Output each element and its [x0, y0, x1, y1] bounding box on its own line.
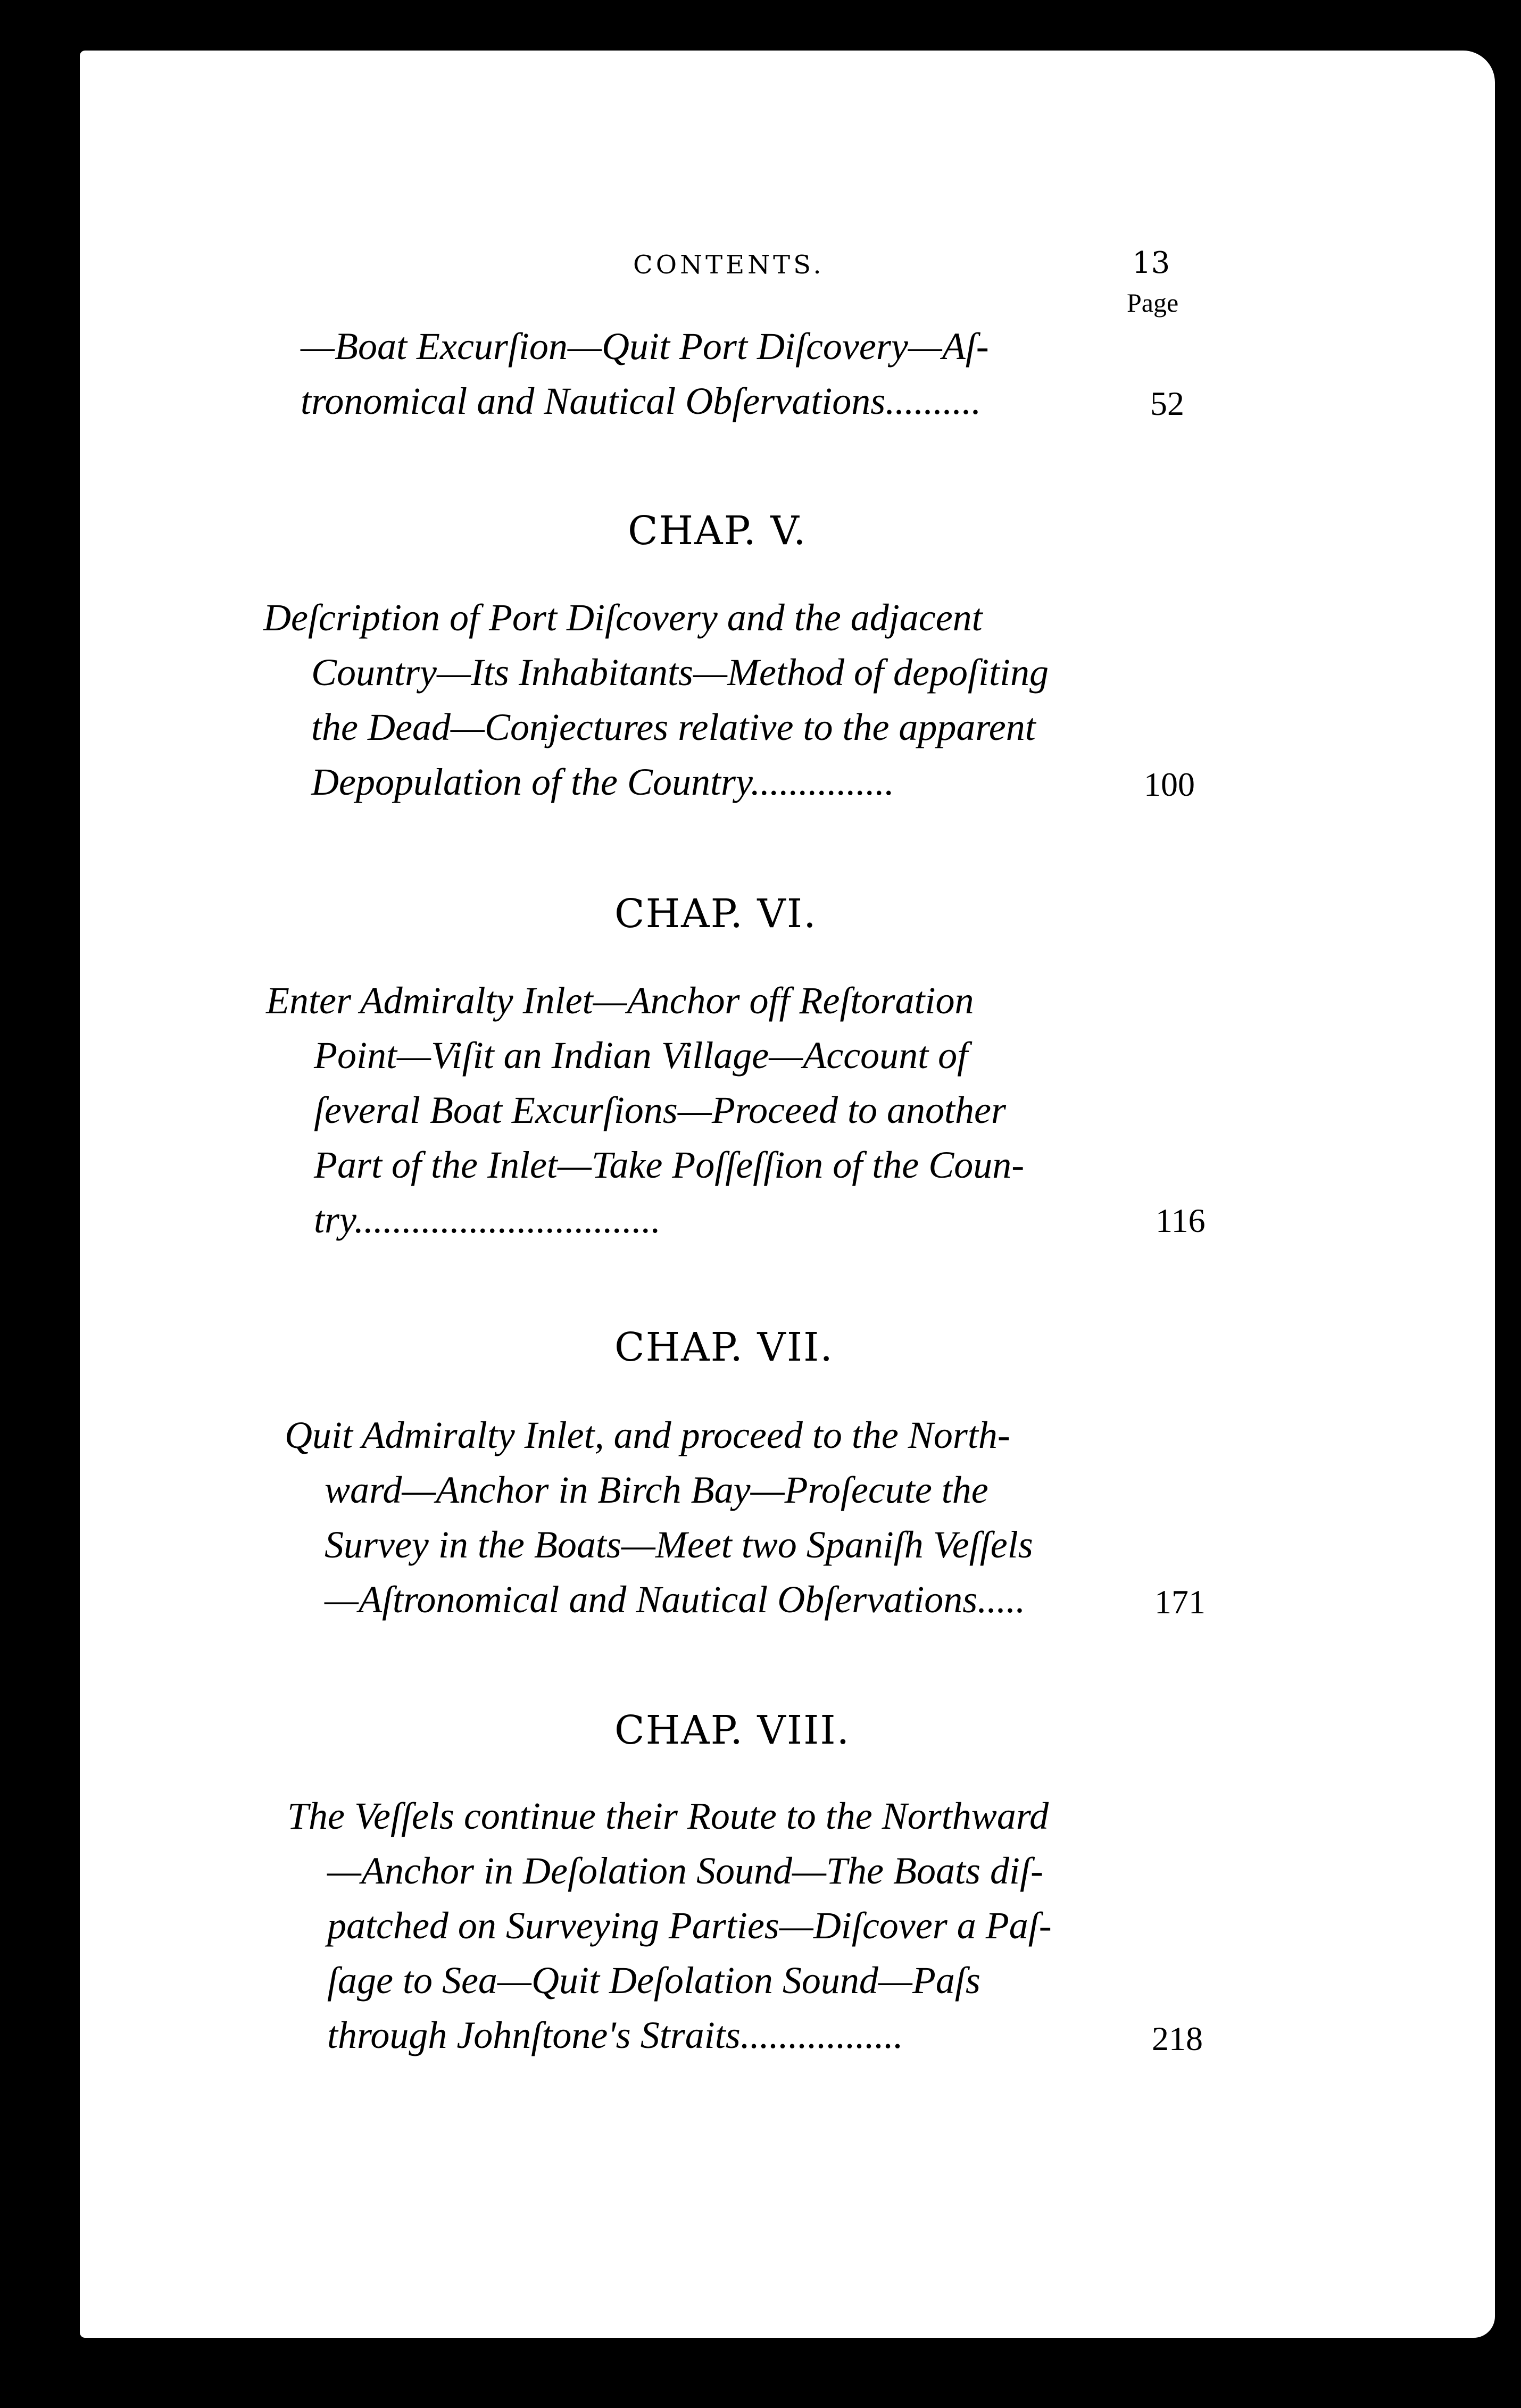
toc-line: Country—Its Inhabitants—Method of depoſiting — [311, 651, 1049, 694]
toc-line: Point—Viſit an Indian Village—Account of — [314, 1034, 968, 1077]
toc-line: Part of the Inlet—Take Poſſeſſion of the Coun- — [314, 1144, 1025, 1186]
toc-line: —Anchor in Deſolation Sound—The Boats diſ- — [327, 1849, 1043, 1892]
toc-line: Enter Admiralty Inlet—Anchor off Reſtoration — [266, 979, 974, 1022]
toc-page-number: 218 — [1152, 2020, 1203, 2057]
running-header-title: CONTENTS. — [633, 250, 825, 280]
toc-line: ſeveral Boat Excurſions—Proceed to another — [314, 1089, 1007, 1131]
toc-line: —Boat Excurſion—Quit Port Diſcovery—Aſ- — [301, 325, 989, 368]
toc-line: tronomical and Nautical Obſervations.......... — [301, 380, 982, 422]
toc-line: ſage to Sea—Quit Deſolation Sound—Paſs — [327, 1959, 980, 2002]
chapter-heading: CHAP. VIII. — [614, 1707, 851, 1753]
toc-page-number: 171 — [1154, 1583, 1206, 1621]
toc-page-number: 116 — [1156, 1202, 1206, 1239]
toc-line: ward—Anchor in Birch Bay—Proſecute the — [325, 1469, 988, 1511]
toc-line: try................................ — [314, 1198, 661, 1241]
toc-line: patched on Surveying Parties—Diſcover a Paſ- — [327, 1904, 1052, 1947]
toc-page-number: 100 — [1144, 765, 1195, 803]
toc-line: through Johnſtone's Straits................. — [327, 2014, 903, 2056]
page-number: 13 — [1132, 246, 1170, 280]
toc-line: Quit Admiralty Inlet, and proceed to the North- — [285, 1414, 1010, 1456]
toc-line: Depopulation of the Country............... — [311, 761, 894, 803]
toc-line: the Dead—Conjectures relative to the apparent — [311, 706, 1036, 748]
chapter-heading: CHAP. VII. — [614, 1324, 834, 1370]
toc-line: The Veſſels continue their Route to the Northward — [287, 1795, 1049, 1837]
toc-line: —Aſtronomical and Nautical Obſervations..... — [325, 1578, 1026, 1621]
toc-line: Deſcription of Port Diſcovery and the adjacent — [263, 596, 983, 639]
toc-line: Survey in the Boats—Meet two Spaniſh Veſſels — [325, 1523, 1033, 1566]
toc-page-number: 52 — [1150, 385, 1184, 422]
chapter-heading: CHAP. V. — [628, 508, 807, 554]
page-column-label: Page — [1127, 288, 1179, 318]
chapter-heading: CHAP. VI. — [614, 891, 817, 937]
